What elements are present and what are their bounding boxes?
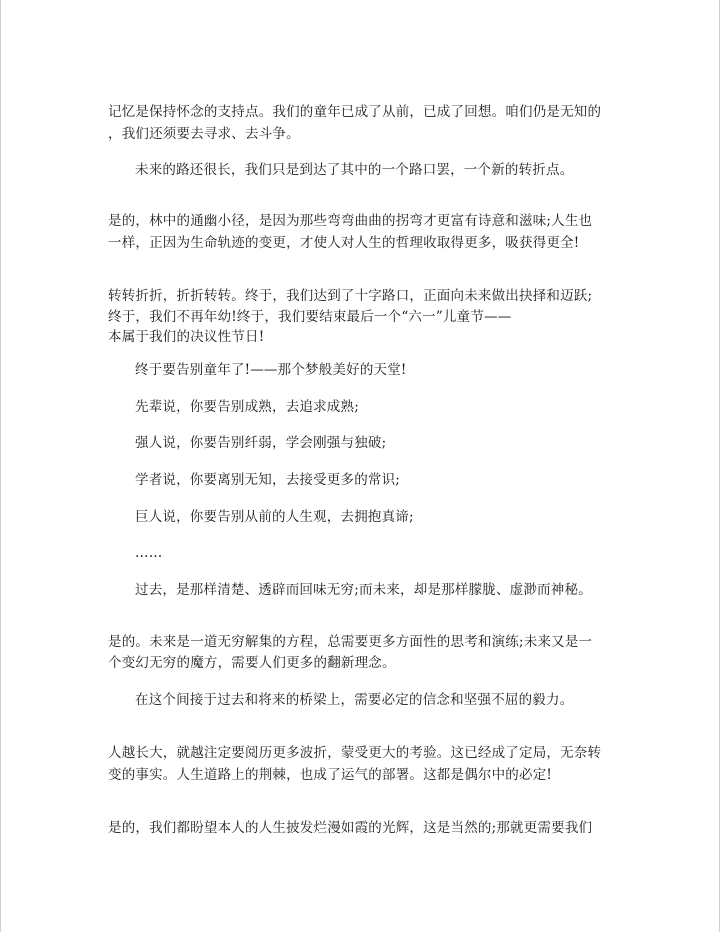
text-line: 终于要告别童年了!——那个梦般美好的天堂! [135, 362, 407, 378]
text-line: 未来的路还很长，我们只是到达了其中的一个路口罢，一个新的转折点。 [135, 162, 574, 178]
text-line: 是的，林中的通幽小径，是因为那些弯弯曲曲的拐弯才更富有诗意和滋味;人生也 [108, 213, 593, 229]
text-line: 先辈说，你要告别成熟，去追求成熟; [135, 399, 359, 415]
text-line: …… [135, 545, 163, 561]
text-line: 是的，我们都盼望本人的人生披发烂漫如霞的光辉，这是当然的;那就更需要我们 [108, 820, 593, 836]
text-line: 学者说，你要离别无知，去接受更多的常识; [135, 472, 401, 488]
text-line: ，我们还须要去寻求、去斗争。 [108, 126, 300, 142]
text-line: 记忆是保持怀念的支持点。我们的童年已成了从前，已成了回想。咱们仍是无知的 [108, 104, 602, 120]
text-line: 一样，正因为生命轨迹的变更，才使人对人生的哲理收取得更多，吸获得更全! [108, 235, 580, 251]
text-line: 个变幻无穷的魔方，需要人们更多的翻新理念。 [108, 655, 396, 671]
text-line: 人越长大，就越注定要阅历更多波折，蒙受更大的考验。这已经成了定局，无奈转 [108, 745, 602, 761]
text-line: 过去，是那样清楚、透辟而回味无穷;而未来，却是那样朦胧、虚渺而神秘。 [135, 582, 592, 598]
text-line: 是的。未来是一道无穷解集的方程，总需要更多方面性的思考和演练;未来又是一 [108, 634, 593, 650]
text-line: 终于，我们不再年幼!终于，我们要结束最后一个“六一”儿童节—— [108, 309, 512, 325]
text-line: 本属于我们的决议性节日! [108, 329, 265, 345]
text-line: 在这个间接于过去和将来的桥梁上，需要必定的信念和坚强不屈的毅力。 [135, 692, 574, 708]
text-line: 强人说，你要告别纤弱，学会刚强与独破; [135, 435, 387, 451]
text-line: 巨人说，你要告别从前的人生观，去拥抱真谛; [135, 509, 414, 525]
text-line: 转转折折，折折转转。终于，我们达到了十字路口，正面向未来做出抉择和迈跃; [108, 288, 593, 304]
text-line: 变的事实。人生道路上的荆棘，也成了运气的部署。这都是偶尔中的必定! [108, 767, 553, 783]
